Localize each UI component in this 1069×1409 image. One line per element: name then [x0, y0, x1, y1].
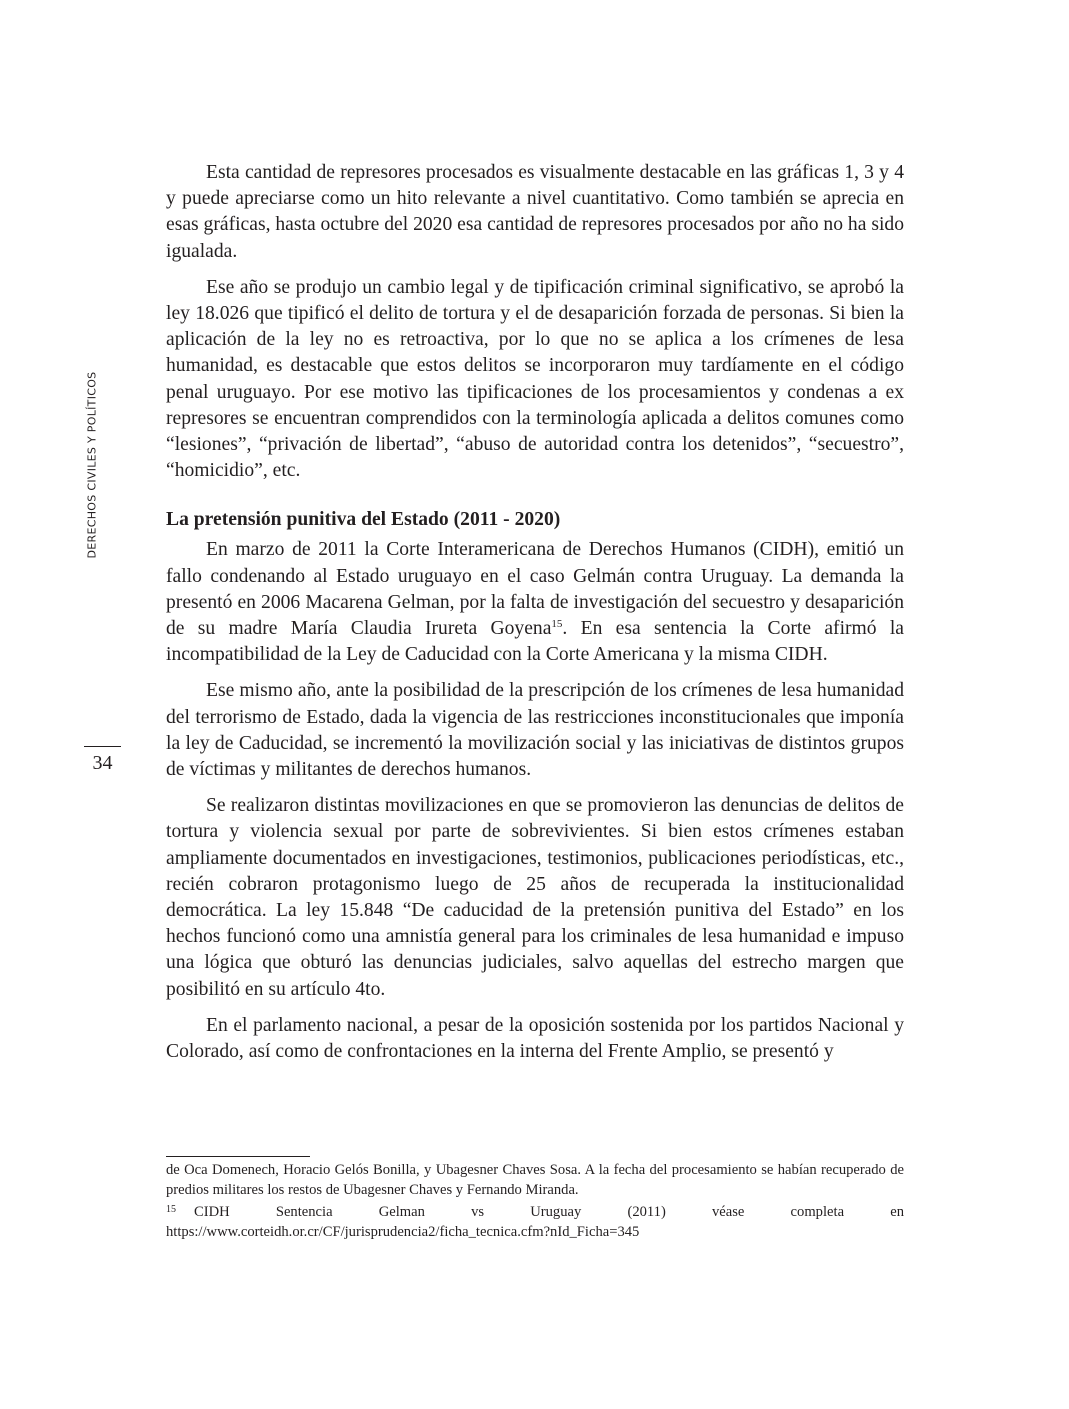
running-section-label: DERECHOS CIVILES Y POLÍTICOS	[85, 371, 99, 559]
paragraph-4: Ese mismo año, ante la posibilidad de la prescripción de los crímenes de lesa humanidad del terrorismo de Estado, dada la vigencia de las restricciones inconstitucionales que imponía la ley de Caducidad, se incrementó la movilización social y las iniciativas de distintos grupos de víctimas y militantes de derechos humanos.	[166, 680, 904, 781]
footnote-separator	[166, 1156, 310, 1157]
section-heading: La pretensión punitiva del Estado (2011 - 2020)	[166, 509, 561, 531]
footnote-15-text: CIDH Sentencia Gelman vs Uruguay (2011) véase completa en https://www.corteidh.or.cr/CF/jurisprudencia2/ficha_tecnica.cfm?nId_Ficha=345	[166, 1204, 904, 1240]
paragraph-5: Se realizaron distintas movilizaciones en que se promovieron las denuncias de delitos de tortura y violencia sexual por parte de sobrevivientes. Si bien estos crímenes estaban ampliamente documentados en investigaciones, testimonios, publicaciones periodísticas, etc., recién cobraron protagonismo luego de 25 años de recuperada la institucionalidad democrática. La ley 15.848 “De caducidad de la pretensión punitiva del Estado” en los hechos funcionó como una amnistía general para los criminales de lesa humanidad e impuso una lógica que obturó las denuncias judiciales, salvo aquellas del estrecho margen que posibilitó en su artículo 4to.	[166, 795, 904, 1000]
paragraph-6: En el parlamento nacional, a pesar de la oposición sostenida por los partidos Nacional y Colorado, así como de confrontaciones en la interna del Frente Amplio, se presentó y	[166, 1014, 904, 1063]
footnote-continued: de Oca Domenech, Horacio Gelós Bonilla, y Ubagesner Chaves Sosa. A la fecha del procesamiento se habían recuperado de predios militares los restos de Ubagesner Chaves y Fernando Miranda.	[166, 1162, 904, 1198]
page-number-rule	[84, 746, 121, 747]
page-number: 34	[92, 752, 113, 774]
footnotes	[166, 1160, 904, 1242]
paragraph-1: Esta cantidad de represores procesados es visualmente destacable en las gráficas 1, 3 y 4 y puede apreciarse como un hito relevante a nivel cuantitativo. Como también se aprecia en esas gráficas, hasta octubre del 2020 esa cantidad de represores procesados por año no ha sido igualada.	[166, 162, 904, 262]
footnote-15	[166, 1200, 904, 1242]
paragraph-3-text-a: En marzo de 2011 la Corte Interamericana de Derechos Humanos (CIDH), emitió un fallo condenando al Estado uruguayo en el caso Gelmán contra Uruguay. La demanda la presentó en 2006 Macarena Gelman, por la falta de investigación del secuestro y desaparición de su madre María Claudia Irureta Goyena	[166, 539, 904, 640]
paragraph-3-text-b: . En esa sentencia la Corte afirmó la incompatibilidad de la Ley de Caducidad con la Corte Americana y la misma CIDH.	[166, 618, 904, 666]
paragraph-3	[166, 537, 904, 668]
paragraph-2: Ese año se produjo un cambio legal y de tipificación criminal significativo, se aprobó la ley 18.026 que tipificó el delito de tortura y el de desaparición forzada de personas. Si bien la aplicación de la ley no es retroactiva, por lo que no se aplica a los crímenes de lesa humanidad, es destacable que estos delitos se incorporaron muy tardíamente en el código penal uruguayo. Por ese motivo las tipificaciones de los procesamientos y condenas a ex represores se encuentran comprendidos con la terminología aplicada a delitos comunes como “lesiones”, “privación de libertad”, “abuso de autoridad contra los detenidos”, “secuestro”, “homicidio”, etc.	[166, 276, 904, 482]
main-text	[166, 160, 904, 1075]
footnote-15-number: 15	[166, 1204, 176, 1215]
footnote-ref-15: 15	[551, 618, 563, 631]
